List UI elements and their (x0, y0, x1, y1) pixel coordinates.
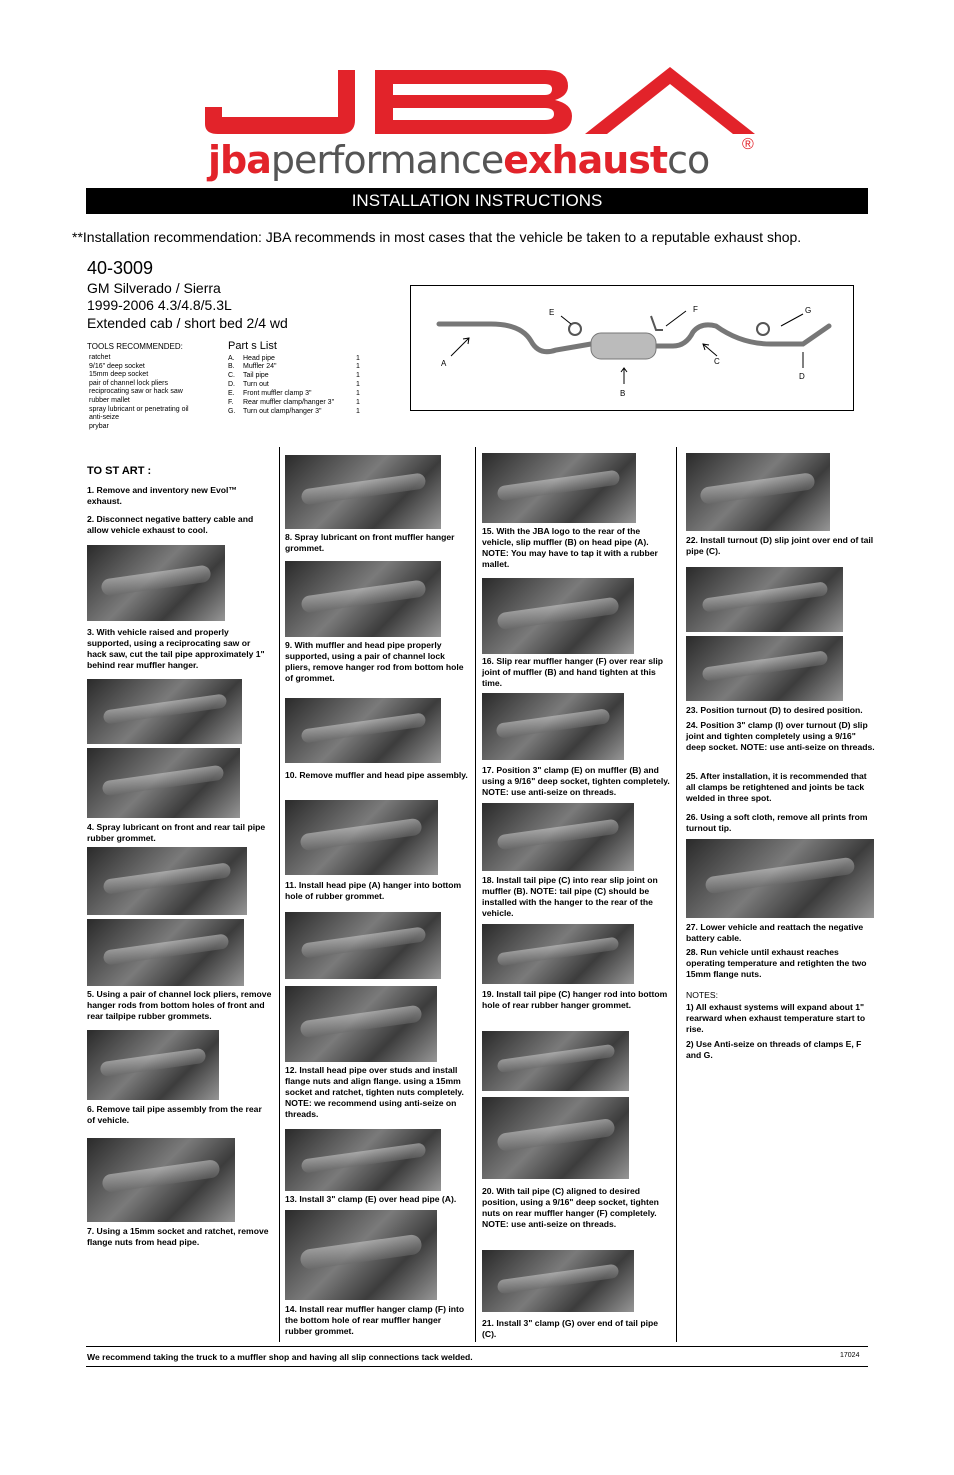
tool-item: 15mm deep socket (89, 371, 149, 379)
step-photo (482, 803, 634, 871)
tagline-co: co (667, 138, 710, 182)
step-photo (482, 1097, 629, 1179)
step-26: 26. Using a soft cloth, remove all prints from turnout tip. (686, 812, 868, 833)
diagram-label-b: B (620, 389, 626, 398)
footer-rule-top (86, 1346, 868, 1347)
tool-item: prybar (89, 422, 109, 430)
footer-recommendation: We recommend taking the truck to a muffler shop and having all slip connections tack welded. (87, 1352, 473, 1362)
registered-mark: ® (742, 136, 754, 153)
vehicle-model: GM Silverado / Sierra (87, 280, 221, 296)
step-9: 9. With muffler and head pipe properly supported, using a pair of channel lock pliers, remove hanger rod from bottom hole of grommet. (285, 640, 464, 683)
step-5: 5. Using a pair of channel lock pliers, remove hanger rods from bottom holes of front and rear tailpipe rubber grommets. (87, 989, 272, 1021)
step-photo (285, 1129, 441, 1191)
step-24: 24. Position 3" clamp (I) over turnout (D) slip joint and tighten completely using a 9/16" deep socket. NOTE: use anti-seize on threads. (686, 720, 875, 752)
note-1: 1) All exhaust systems will expand about 1" rearward when exhaust temperature start to rise. (686, 1002, 866, 1034)
step-20: 20. With tail pipe (C) aligned to desired position, using a 9/16" deep socket, tighten nuts on rear muffler hanger (F) completely. NOTE: use anti-seize on threads. (482, 1186, 659, 1229)
step-photo (482, 924, 634, 984)
step-7: 7. Using a 15mm socket and ratchet, remove flange nuts from head pipe. (87, 1226, 269, 1247)
step-3: 3. With vehicle raised and properly supported, using a reciprocating saw or hack saw, cut the tail pipe approximately 1" behind rear muffler hanger. (87, 627, 265, 670)
step-11: 11. Install head pipe (A) hanger into bottom hole of rubber grommet. (285, 880, 462, 901)
footer-rule-bottom (86, 1366, 868, 1367)
column-divider (279, 447, 280, 1342)
tool-item: pair of channel lock pliers (89, 379, 168, 387)
step-photo (87, 1030, 219, 1100)
step-22: 22. Install turnout (D) slip joint over end of tail pipe (C). (686, 535, 874, 556)
step-16: 16. Slip rear muffler hanger (F) over rear slip joint of muffler (B) and hand tighten at this time. (482, 656, 664, 688)
step-photo (482, 578, 634, 654)
tool-item: anti-seize (89, 414, 119, 422)
diagram-label-a: A (441, 359, 447, 368)
tagline-performance: performance (270, 138, 504, 182)
diagram-label-c: C (714, 357, 720, 366)
tool-item: 9/16" deep socket (89, 362, 145, 370)
step-4: 4. Spray lubricant on front and rear tail pipe rubber grommet. (87, 822, 266, 843)
step-photo (482, 693, 624, 760)
tool-item: spray lubricant or penetrating oil (89, 405, 189, 413)
vehicle-years: 1999-2006 4.3/4.8/5.3L (87, 297, 232, 313)
step-13: 13. Install 3" clamp (E) over head pipe (A). (285, 1194, 457, 1204)
step-photo (285, 698, 441, 763)
step-photo (285, 986, 437, 1062)
jba-logo-mark (200, 62, 770, 142)
diagram-label-f: F (693, 305, 698, 314)
step-photo (482, 1250, 634, 1312)
step-photo (87, 1138, 235, 1222)
step-photo (686, 636, 843, 701)
step-photo (285, 561, 441, 637)
step-28: 28. Run vehicle until exhaust reaches operating temperature and retighten the two 15mm flange nuts. (686, 947, 867, 979)
tool-item: rubber mallet (89, 396, 130, 404)
step-23: 23. Position turnout (D) to desired position. (686, 705, 863, 715)
step-photo (87, 919, 244, 986)
vehicle-config: Extended cab / short bed 2/4 wd (87, 315, 288, 331)
step-19: 19. Install tail pipe (C) hanger rod into bottom hole of rear rubber hanger grommet. (482, 989, 668, 1010)
tagline-exhaust: exhaust (503, 138, 668, 182)
exhaust-system-drawing (411, 286, 855, 412)
step-14: 14. Install rear muffler hanger clamp (F) into the bottom hole of rear muffler hanger rubber grommet. (285, 1304, 465, 1336)
step-18: 18. Install tail pipe (C) into rear slip joint on muffler (B). NOTE: tail pipe (C) should be installed with the hanger to the rear of the vehicle. (482, 875, 658, 918)
diagram-label-e: E (549, 308, 555, 317)
tools-heading: TOOLS RECOMMENDED: (87, 342, 183, 351)
tagline-jba: jba (208, 138, 271, 182)
step-17: 17. Position 3" clamp (E) on muffler (B) and using a 9/16" deep socket, tighten completely. NOTE: use anti-seize on threads. (482, 765, 670, 797)
step-25: 25. After installation, it is recommended that all clamps be retightened and joints be tack welded in three spot. (686, 771, 867, 803)
document-code: 17024 (840, 1352, 860, 1359)
instructions-banner: INSTALLATION INSTRUCTIONS (86, 188, 868, 214)
step-8: 8. Spray lubricant on front muffler hanger grommet. (285, 532, 455, 553)
step-27: 27. Lower vehicle and reattach the negative battery cable. (686, 922, 864, 943)
step-10: 10. Remove muffler and head pipe assembly. (285, 770, 468, 780)
brand-tagline (208, 138, 709, 182)
step-photo (87, 545, 225, 621)
step-photo (87, 748, 240, 818)
parts-heading: Part s List (228, 340, 277, 352)
note-2: 2) Use Anti-seize on threads of clamps E, F and G. (686, 1039, 862, 1060)
column-divider (475, 447, 476, 1342)
part-number: 40-3009 (87, 258, 154, 278)
step-photo (285, 455, 441, 529)
step-photo (285, 1210, 437, 1300)
diagram-label-g: G (805, 306, 812, 315)
step-photo (686, 453, 830, 531)
tool-item: ratchet (89, 354, 111, 361)
step-photo (87, 847, 247, 915)
step-photo (87, 679, 242, 744)
step-photo (482, 1031, 629, 1091)
step-photo (285, 800, 438, 875)
step-21: 21. Install 3" clamp (G) over end of tail pipe (C). (482, 1318, 658, 1339)
diagram-label-d: D (799, 372, 805, 381)
step-6: 6. Remove tail pipe assembly from the rear of vehicle. (87, 1104, 262, 1125)
step-photo (285, 912, 441, 979)
step-photo (686, 839, 874, 918)
tool-item: reciprocating saw or hack saw (89, 388, 183, 396)
step-15: 15. With the JBA logo to the rear of the vehicle, slip muffler (B) on head pipe (A). NOTE: You may have to tap it with a rubber mallet. (482, 526, 658, 569)
tools-list (89, 354, 189, 431)
step-1: 1. Remove and inventory new Evol™ exhaust. (87, 485, 237, 506)
notes-heading: NOTES: (686, 990, 718, 1000)
installation-recommendation: **Installation recommendation: JBA recommends in most cases that the vehicle be taken to a reputable exhaust shop. (72, 229, 802, 245)
exhaust-diagram (410, 285, 854, 411)
step-photo (482, 453, 636, 523)
step-photo (686, 567, 843, 632)
step-2: 2. Disconnect negative battery cable and allow vehicle exhaust to cool. (87, 514, 254, 535)
start-heading: TO ST ART : (87, 465, 152, 477)
step-12: 12. Install head pipe over studs and install flange nuts and align flange. using a 15mm socket and ratchet, tighten nuts completely. NOTE: we recommend using anti-seize on threads. (285, 1065, 464, 1119)
column-divider (676, 447, 677, 1342)
